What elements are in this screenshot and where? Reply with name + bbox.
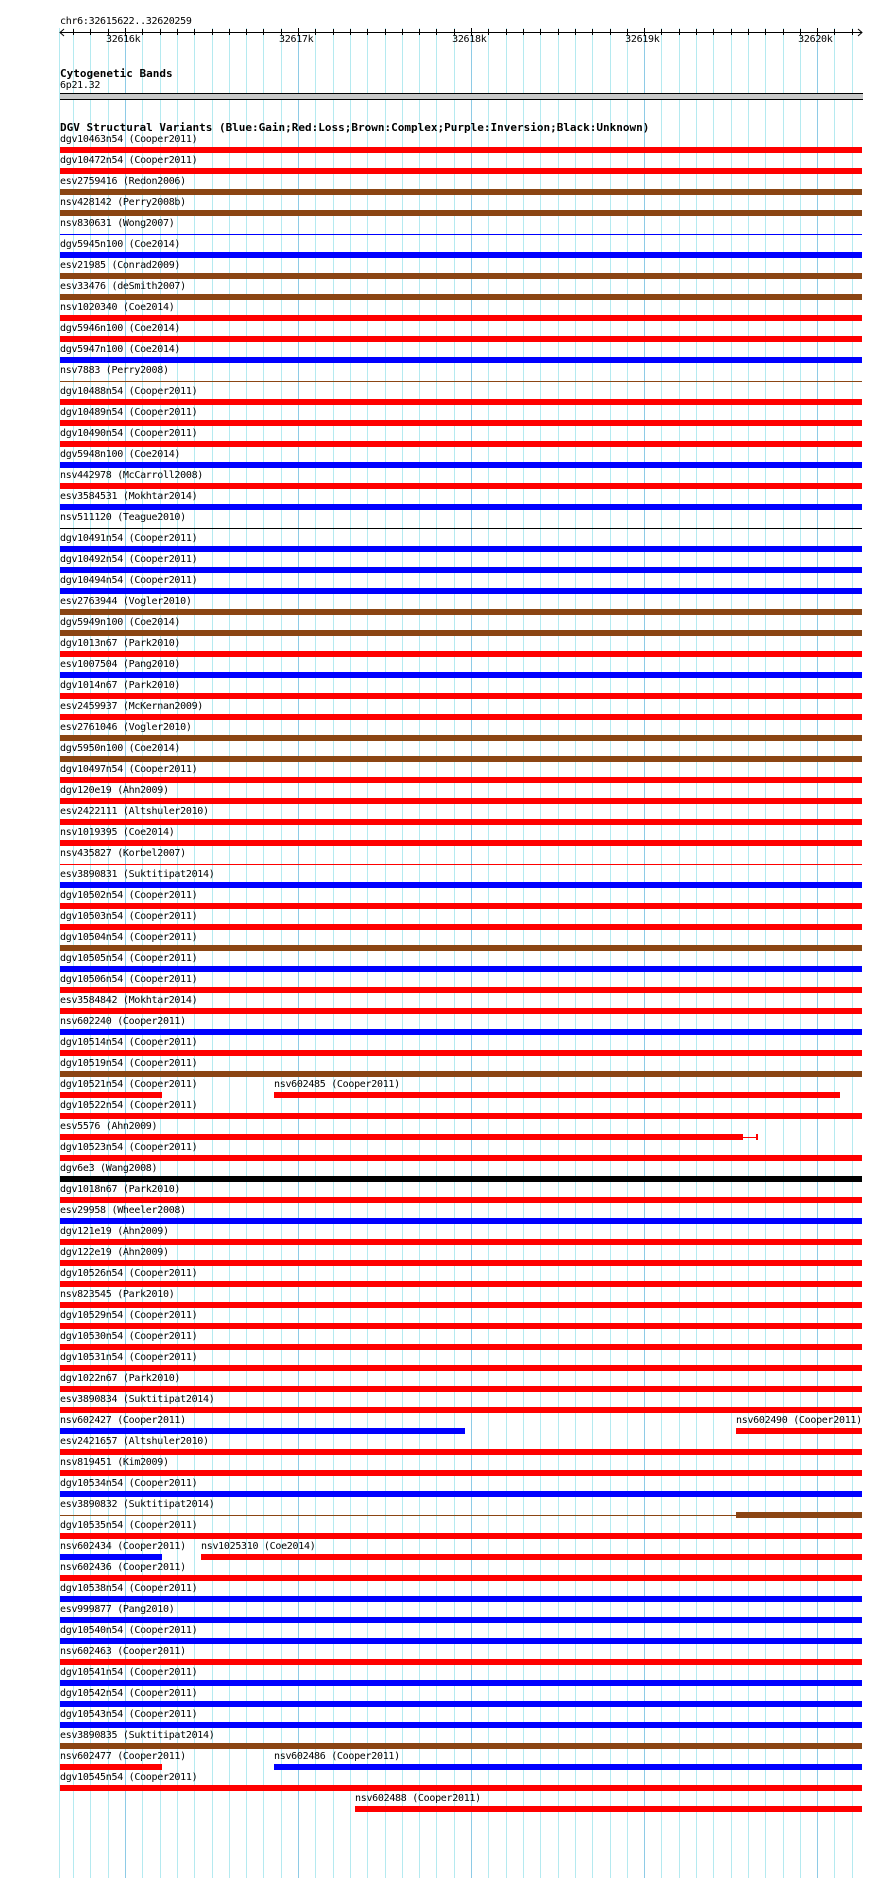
variant-label[interactable]: nsv602488 (Cooper2011) <box>355 1793 481 1804</box>
variant-label[interactable]: dgv5950n100 (Coe2014) <box>60 743 181 754</box>
variant-label[interactable]: esv2422111 (Altshuler2010) <box>60 806 209 817</box>
variant-bar-loss[interactable] <box>60 1365 862 1371</box>
variant-bar-complex[interactable] <box>60 1743 862 1749</box>
cytoband-track-title: Cytogenetic Bands <box>60 67 173 80</box>
variant-label[interactable]: nsv823545 (Park2010) <box>60 1289 175 1300</box>
variant-bar-unknown[interactable] <box>60 528 862 529</box>
variant-bar-loss[interactable] <box>736 1428 862 1434</box>
variant-label[interactable]: dgv10503n54 (Cooper2011) <box>60 911 198 922</box>
variant-bar-complex[interactable] <box>60 1071 862 1077</box>
variant-bar-gain[interactable] <box>60 1554 162 1560</box>
variant-bar-complex[interactable] <box>60 273 862 279</box>
variant-bar-gain[interactable] <box>60 1617 862 1623</box>
variant-label[interactable]: esv5576 (Ahn2009) <box>60 1121 158 1132</box>
variant-label[interactable]: dgv10492n54 (Cooper2011) <box>60 554 198 565</box>
variant-bar-loss[interactable] <box>60 651 862 657</box>
variant-bar-gain[interactable] <box>60 672 862 678</box>
variant-label[interactable]: nsv602463 (Cooper2011) <box>60 1646 186 1657</box>
variant-label[interactable]: dgv10542n54 (Cooper2011) <box>60 1688 198 1699</box>
variant-label[interactable]: dgv5949n100 (Coe2014) <box>60 617 181 628</box>
variant-bar-gain[interactable] <box>60 1680 862 1686</box>
variant-bar-loss[interactable] <box>60 798 862 804</box>
variant-bar-gain[interactable] <box>60 588 862 594</box>
variant-label[interactable]: dgv10540n54 (Cooper2011) <box>60 1625 198 1636</box>
variant-bar-loss[interactable] <box>60 483 862 489</box>
variant-bar-complex[interactable] <box>60 630 862 636</box>
variant-label[interactable]: esv3890831 (Suktitipat2014) <box>60 869 215 880</box>
variant-label[interactable]: nsv830631 (Wong2007) <box>60 218 175 229</box>
variant-label[interactable]: nsv819451 (Kim2009) <box>60 1457 169 1468</box>
variant-bar-loss[interactable] <box>355 1806 862 1812</box>
variant-label[interactable]: dgv10543n54 (Cooper2011) <box>60 1709 198 1720</box>
variant-label[interactable]: esv2761046 (Vogler2010) <box>60 722 192 733</box>
variant-bar-loss[interactable] <box>60 1113 862 1119</box>
variant-label[interactable]: esv999877 (Pang2010) <box>60 1604 175 1615</box>
variant-label[interactable]: esv3890835 (Suktitipat2014) <box>60 1730 215 1741</box>
variant-label[interactable]: dgv10538n54 (Cooper2011) <box>60 1583 198 1594</box>
variant-bar-loss[interactable] <box>60 1386 862 1392</box>
variant-label[interactable]: dgv10514n54 (Cooper2011) <box>60 1037 198 1048</box>
variant-label[interactable]: esv33476 (deSmith2007) <box>60 281 186 292</box>
variant-label[interactable]: dgv10504n54 (Cooper2011) <box>60 932 198 943</box>
variant-bar-complex[interactable] <box>60 756 862 762</box>
variant-bar-loss[interactable] <box>60 777 862 783</box>
variant-bar-gain[interactable] <box>60 1218 862 1224</box>
variant-label[interactable]: esv2763944 (Vogler2010) <box>60 596 192 607</box>
variant-bar-loss[interactable] <box>60 864 862 865</box>
variant-label[interactable]: nsv1019395 (Coe2014) <box>60 827 175 838</box>
variant-bar-loss[interactable] <box>60 1239 862 1245</box>
region-label: chr6:32615622..32620259 <box>60 16 192 27</box>
variant-bar-loss[interactable] <box>60 1785 862 1791</box>
variant-bar-loss[interactable] <box>60 399 862 405</box>
variant-bar-gain[interactable] <box>60 504 862 510</box>
variant-label[interactable]: nsv602434 (Cooper2011) <box>60 1541 186 1552</box>
variant-label[interactable]: dgv10497n54 (Cooper2011) <box>60 764 198 775</box>
variant-label[interactable]: nsv602485 (Cooper2011) <box>274 1079 400 1090</box>
variant-bar-gain[interactable] <box>60 1029 862 1035</box>
variant-bar-loss[interactable] <box>60 1407 862 1413</box>
variant-bar-gain[interactable] <box>60 567 862 573</box>
variant-label[interactable]: dgv10488n54 (Cooper2011) <box>60 386 198 397</box>
variant-bar-loss[interactable] <box>60 1260 862 1266</box>
variant-label[interactable]: nsv428142 (Perry2008b) <box>60 197 186 208</box>
variant-label[interactable]: dgv10522n54 (Cooper2011) <box>60 1100 198 1111</box>
variant-label[interactable]: nsv511120 (Teague2010) <box>60 512 186 523</box>
variant-bar-unknown[interactable] <box>60 1176 862 1182</box>
variant-bar-loss[interactable] <box>60 1008 862 1014</box>
variant-bar-complex[interactable] <box>60 609 862 615</box>
variant-label[interactable]: dgv10463n54 (Cooper2011) <box>60 134 198 145</box>
variant-bar-gain[interactable] <box>60 234 862 235</box>
variant-bar-gain[interactable] <box>60 462 862 468</box>
variant-label[interactable]: dgv10521n54 (Cooper2011) <box>60 1079 198 1090</box>
variant-bar-gain[interactable] <box>60 1701 862 1707</box>
variant-bar-loss[interactable] <box>60 1281 862 1287</box>
variant-label[interactable]: nsv1025310 (Coe2014) <box>201 1541 316 1552</box>
variant-label[interactable]: dgv5945n100 (Coe2014) <box>60 239 181 250</box>
variant-label[interactable]: dgv10519n54 (Cooper2011) <box>60 1058 198 1069</box>
variant-label[interactable]: dgv1014n67 (Park2010) <box>60 680 181 691</box>
variant-bar-loss[interactable] <box>60 840 862 846</box>
variant-bar-loss[interactable] <box>60 420 862 426</box>
variant-label[interactable]: dgv1013n67 (Park2010) <box>60 638 181 649</box>
variant-bar-loss[interactable] <box>60 903 862 909</box>
variant-bar-gain[interactable] <box>60 1491 862 1497</box>
variant-bar-loss[interactable] <box>60 1092 162 1098</box>
variant-label[interactable]: nsv602427 (Cooper2011) <box>60 1415 186 1426</box>
variant-label[interactable]: dgv10489n54 (Cooper2011) <box>60 407 198 418</box>
variant-bar-loss[interactable] <box>60 1323 862 1329</box>
variant-bar-complex[interactable] <box>60 735 862 741</box>
variant-label[interactable]: nsv435827 (Korbel2007) <box>60 848 186 859</box>
variant-label[interactable]: dgv10541n54 (Cooper2011) <box>60 1667 198 1678</box>
variant-label[interactable]: dgv10523n54 (Cooper2011) <box>60 1142 198 1153</box>
variant-label[interactable]: dgv10490n54 (Cooper2011) <box>60 428 198 439</box>
variant-label[interactable]: esv3584531 (Mokhtar2014) <box>60 491 198 502</box>
variant-bar-complex[interactable] <box>60 945 862 951</box>
variant-bar-loss[interactable] <box>60 147 862 153</box>
variant-bar-loss[interactable] <box>60 1197 862 1203</box>
variant-label[interactable]: esv29958 (Wheeler2008) <box>60 1205 186 1216</box>
variant-label[interactable]: dgv10529n54 (Cooper2011) <box>60 1310 198 1321</box>
variant-bar-loss[interactable] <box>60 819 862 825</box>
variant-label[interactable]: nsv602240 (Cooper2011) <box>60 1016 186 1027</box>
variant-whisker <box>743 1137 757 1138</box>
variant-bar-loss[interactable] <box>60 987 862 993</box>
tick-label: 32620k <box>798 34 833 45</box>
variant-label[interactable]: esv2421657 (Altshuler2010) <box>60 1436 209 1447</box>
variant-label[interactable]: dgv10505n54 (Cooper2011) <box>60 953 198 964</box>
variant-label[interactable]: dgv10494n54 (Cooper2011) <box>60 575 198 586</box>
variant-label[interactable]: dgv120e19 (Ahn2009) <box>60 785 169 796</box>
variant-bar-loss[interactable] <box>60 1134 743 1140</box>
variant-bar-loss[interactable] <box>60 1470 862 1476</box>
variant-label[interactable]: dgv10534n54 (Cooper2011) <box>60 1478 198 1489</box>
variant-bar-loss[interactable] <box>201 1554 862 1560</box>
variant-label[interactable]: dgv10502n54 (Cooper2011) <box>60 890 198 901</box>
variant-bar-gain[interactable] <box>60 546 862 552</box>
variant-label[interactable]: dgv5946n100 (Coe2014) <box>60 323 181 334</box>
variant-label[interactable]: dgv10472n54 (Cooper2011) <box>60 155 198 166</box>
variant-bar-loss[interactable] <box>60 1155 862 1161</box>
dgv-track-title: DGV Structural Variants (Blue:Gain;Red:Loss;Brown:Complex;Purple:Inversion;Black:Unknown) <box>60 121 650 134</box>
variant-label[interactable]: dgv10530n54 (Cooper2011) <box>60 1331 198 1342</box>
cytoband-bar[interactable] <box>60 93 863 100</box>
variant-bar-loss[interactable] <box>60 1344 862 1350</box>
variant-label[interactable]: dgv1022n67 (Park2010) <box>60 1373 181 1384</box>
cytoband-label: 6p21.32 <box>60 80 101 91</box>
variant-label[interactable]: dgv10491n54 (Cooper2011) <box>60 533 198 544</box>
variant-label[interactable]: nsv1020340 (Coe2014) <box>60 302 175 313</box>
variant-bar-gain[interactable] <box>60 1722 862 1728</box>
variant-label[interactable]: nsv442978 (McCarroll2008) <box>60 470 204 481</box>
variant-bar-gain[interactable] <box>60 1596 862 1602</box>
variant-label[interactable]: dgv10526n54 (Cooper2011) <box>60 1268 198 1279</box>
variant-bar-gain[interactable] <box>60 882 862 888</box>
variant-label[interactable]: nsv602436 (Cooper2011) <box>60 1562 186 1573</box>
variant-label[interactable]: nsv602490 (Cooper2011) <box>736 1415 862 1426</box>
variant-thick-segment[interactable] <box>736 1512 862 1518</box>
variant-bar-gain[interactable] <box>274 1764 862 1770</box>
variant-label[interactable]: esv1007504 (Pang2010) <box>60 659 181 670</box>
variant-bar-gain[interactable] <box>60 1638 862 1644</box>
tick-label: 32617k <box>279 34 314 45</box>
variant-label[interactable]: nsv602477 (Cooper2011) <box>60 1751 186 1762</box>
variant-label[interactable]: dgv1018n67 (Park2010) <box>60 1184 181 1195</box>
variant-label[interactable]: dgv10535n54 (Cooper2011) <box>60 1520 198 1531</box>
variant-bar-loss[interactable] <box>60 1764 162 1770</box>
variant-label[interactable]: dgv121e19 (Ahn2009) <box>60 1226 169 1237</box>
variant-bar-loss[interactable] <box>60 693 862 699</box>
variant-bar-gain[interactable] <box>60 966 862 972</box>
variant-bar-loss[interactable] <box>274 1092 840 1098</box>
variant-bar-loss[interactable] <box>60 1659 862 1665</box>
variant-bar-complex[interactable] <box>60 381 862 382</box>
variant-bar-loss[interactable] <box>60 714 862 720</box>
variant-label[interactable]: esv2759416 (Redon2006) <box>60 176 186 187</box>
variant-label[interactable]: nsv602486 (Cooper2011) <box>274 1751 400 1762</box>
variant-bar-loss[interactable] <box>60 1533 862 1539</box>
variant-label[interactable]: dgv122e19 (Ahn2009) <box>60 1247 169 1258</box>
variant-bar-loss[interactable] <box>60 1575 862 1581</box>
variant-label[interactable]: nsv7883 (Perry2008) <box>60 365 169 376</box>
variant-bar-gain[interactable] <box>60 1428 465 1434</box>
variant-bar-complex[interactable] <box>60 189 862 195</box>
variant-bar-complex[interactable] <box>60 294 862 300</box>
variant-bar-gain[interactable] <box>60 252 862 258</box>
variant-bar-loss[interactable] <box>60 168 862 174</box>
tick-label: 32616k <box>106 34 141 45</box>
variant-bar-loss[interactable] <box>60 1050 862 1056</box>
variant-label[interactable]: esv2459937 (McKernan2009) <box>60 701 204 712</box>
variant-bar-loss[interactable] <box>60 1302 862 1308</box>
variant-bar-gain[interactable] <box>60 357 862 363</box>
variant-bar-loss[interactable] <box>60 336 862 342</box>
variant-label[interactable]: dgv10506n54 (Cooper2011) <box>60 974 198 985</box>
variant-label[interactable]: dgv5947n100 (Coe2014) <box>60 344 181 355</box>
variant-bar-complex[interactable] <box>60 210 862 216</box>
tick-label: 32618k <box>452 34 487 45</box>
variant-label[interactable]: dgv6e3 (Wang2008) <box>60 1163 158 1174</box>
variant-label[interactable]: dgv5948n100 (Coe2014) <box>60 449 181 460</box>
variant-label[interactable]: dgv10531n54 (Cooper2011) <box>60 1352 198 1363</box>
variant-label[interactable]: esv21985 (Conrad2009) <box>60 260 181 271</box>
variant-bar-loss[interactable] <box>60 315 862 321</box>
variant-bar-loss[interactable] <box>60 441 862 447</box>
tick-label: 32619k <box>625 34 660 45</box>
variant-whisker-cap <box>756 1134 758 1140</box>
variant-label[interactable]: dgv10545n54 (Cooper2011) <box>60 1772 198 1783</box>
variant-bar-loss[interactable] <box>60 1449 862 1455</box>
variant-label[interactable]: esv3890832 (Suktitipat2014) <box>60 1499 215 1510</box>
variant-bar-loss[interactable] <box>60 924 862 930</box>
variant-label[interactable]: esv3584842 (Mokhtar2014) <box>60 995 198 1006</box>
variant-label[interactable]: esv3890834 (Suktitipat2014) <box>60 1394 215 1405</box>
